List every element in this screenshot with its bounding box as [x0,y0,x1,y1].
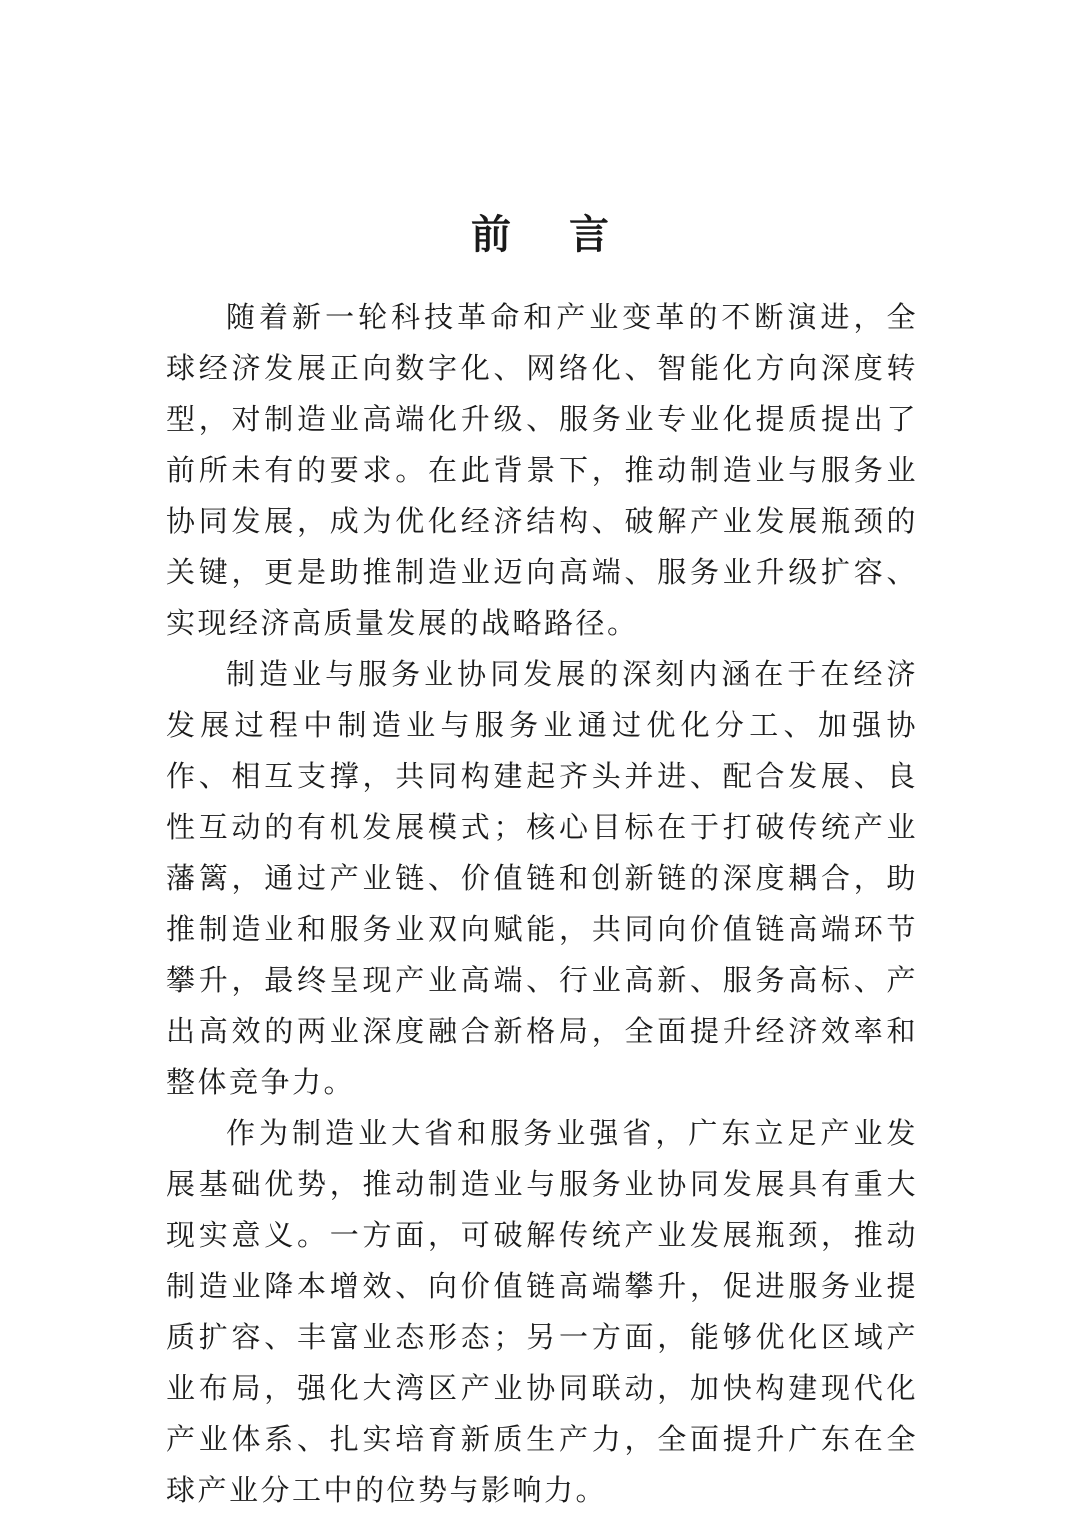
document-body [166,292,918,1516]
page-title: 前言 [471,211,667,258]
paragraph-2: 制造业与服务业协同发展的深刻内涵在于在经济发展过程中制造业与服务业通过优化分工、加强协作、相互支撑，共同构建起齐头并进、配合发展、良性互动的有机发展模式；核心目标在于打破传统产业藩篱，通过产业链、价值链和创新链的深度耦合，助推制造业和服务业双向赋能，共同向价值链高端环节攀升，最终呈现产业高端、行业高新、服务高标、产出高效的两业深度融合新格局，全面提升经济效率和整体竞争力。 [166,657,918,1099]
paragraph-3: 作为制造业大省和服务业强省，广东立足产业发展基础优势，推动制造业与服务业协同发展具有重大现实意义。一方面，可破解传统产业发展瓶颈，推动制造业降本增效、向价值链高端攀升，促进服务业提质扩容、丰富业态形态；另一方面，能够优化区域产业布局，强化大湾区产业协同联动，加快构建现代化产业体系、扎实培育新质生产力，全面提升广东在全球产业分工中的位势与影响力。 [166,1116,918,1507]
paragraph-1: 随着新一轮科技革命和产业变革的不断演进，全球经济发展正向数字化、网络化、智能化方向深度转型，对制造业高端化升级、服务业专业化提质提出了前所未有的要求。在此背景下，推动制造业与服务业协同发展，成为优化经济结构、破解产业发展瓶颈的关键，更是助推制造业迈向高端、服务业升级扩容、实现经济高质量发展的战略路径。 [166,300,918,640]
